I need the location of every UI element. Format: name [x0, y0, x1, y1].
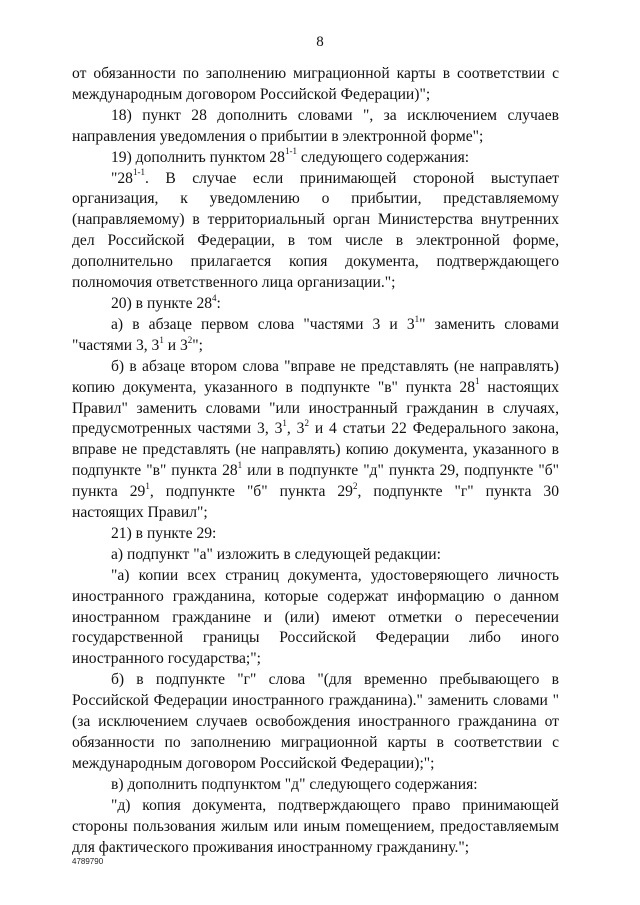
- text-run: ";: [192, 336, 203, 354]
- text-run: а) в абзаце первом слова "частями 3 и 3: [111, 315, 415, 333]
- superscript: 2: [304, 418, 309, 429]
- text-run: "д) копия документа, подтверждающего право принимающей стороны пользования жилым или иным помещением, предоставляемым для фактического проживания иностранному гражданину.";: [72, 796, 559, 856]
- text-run: и 4 статьи 22 Федерального закона, вправе не представлять (не направлять) копию документа, указанного в подпункте "в" пункта 28: [72, 420, 559, 480]
- paragraph: [72, 64, 559, 106]
- superscript: 1: [475, 376, 480, 387]
- text-run: от обязанности по заполнению миграционной карты в соответствии с международным договором Российской Федерации)";: [72, 65, 559, 103]
- superscript: 1-1: [284, 146, 297, 157]
- superscript: 2: [352, 480, 358, 491]
- paragraph: [72, 796, 559, 859]
- superscript: 1: [414, 313, 420, 324]
- text-run: а) подпункт "а" изложить в следующей редакции:: [111, 545, 441, 563]
- text-run: в) дополнить подпунктом "д" следующего содержания:: [111, 775, 478, 793]
- text-run: 19) дополнить пунктом 28: [111, 148, 285, 166]
- superscript: 1: [282, 418, 287, 429]
- paragraph: [72, 169, 559, 294]
- paragraph: [72, 524, 559, 545]
- superscript: 4: [212, 292, 217, 303]
- text-run: б) в абзаце втором слова "вправе не представлять (не направлять) копию документа, указанного в подпункте "в" пункта 28: [72, 357, 559, 396]
- paragraph: [72, 357, 559, 524]
- page-number: 8: [316, 34, 324, 50]
- text-run: :: [216, 294, 221, 312]
- text-run: 20) в пункте 28: [111, 294, 213, 312]
- text-run: " заменить словами "частями 3, 3: [72, 315, 559, 354]
- superscript: 1: [237, 460, 243, 471]
- superscript: 1-1: [132, 167, 145, 178]
- paragraph: [72, 545, 559, 566]
- paragraph: [72, 106, 559, 148]
- superscript: 2: [187, 334, 193, 345]
- text-run: 21) в пункте 29:: [111, 524, 217, 542]
- document-body: [72, 64, 559, 858]
- text-run: "28: [111, 169, 133, 187]
- text-run: следующего содержания:: [296, 148, 470, 166]
- paragraph: [72, 148, 559, 169]
- text-run: , подпункте "г" пункта 30 настоящих Правил";: [72, 483, 559, 522]
- text-run: б) в подпункте "г" слова "(для временно пребывающего в Российской Федерации иностранного гражданина)." заменить словами "(за исключением случаев освобождения иностранного гражданина от обязанности по заполнению миграционной карты в соответствии с международным договором Российской Федерации);";: [72, 671, 559, 772]
- paragraph: [72, 294, 559, 315]
- paragraph: [72, 315, 559, 357]
- text-run: . В случае если принимающей стороной выступает организация, к уведомлению о прибытии, представляемому (направляемому) в территориальный орган Министерства внутренних дел Российской Федерации, в том числе в электронной форме, дополнительно прилагается копия документа, подтверждающего полномочия ответственного лица организации.";: [72, 169, 559, 292]
- text-run: , 3: [286, 420, 305, 438]
- text-run: "а) копии всех страниц документа, удостоверяющего личность иностранного гражданина, которые содержат информацию о данном иностранном гражданине и (или) имеют отметки о пересечении государственной границы Российской Федерации либо иного иностранного государства;";: [72, 566, 559, 668]
- text-run: , подпункте "б" пункта 29: [149, 483, 353, 501]
- document-code: 4789790: [72, 857, 104, 866]
- text-run: и 3: [163, 336, 188, 354]
- superscript: 1: [159, 334, 164, 345]
- paragraph: [72, 670, 559, 775]
- text-run: настоящих Правил" заменить словами "или иностранный гражданин в случаях, предусмотренных частями 3, 3: [72, 378, 559, 438]
- paragraph: [72, 775, 559, 796]
- text-run: или в подпункте "д" пункта 29, подпункте "б" пункта 29: [72, 462, 559, 501]
- superscript: 1: [145, 480, 150, 491]
- paragraph: [72, 566, 559, 671]
- text-run: 18) пункт 28 дополнить словами ", за исключением случаев направления уведомления о прибытии в электронной форме";: [72, 106, 559, 145]
